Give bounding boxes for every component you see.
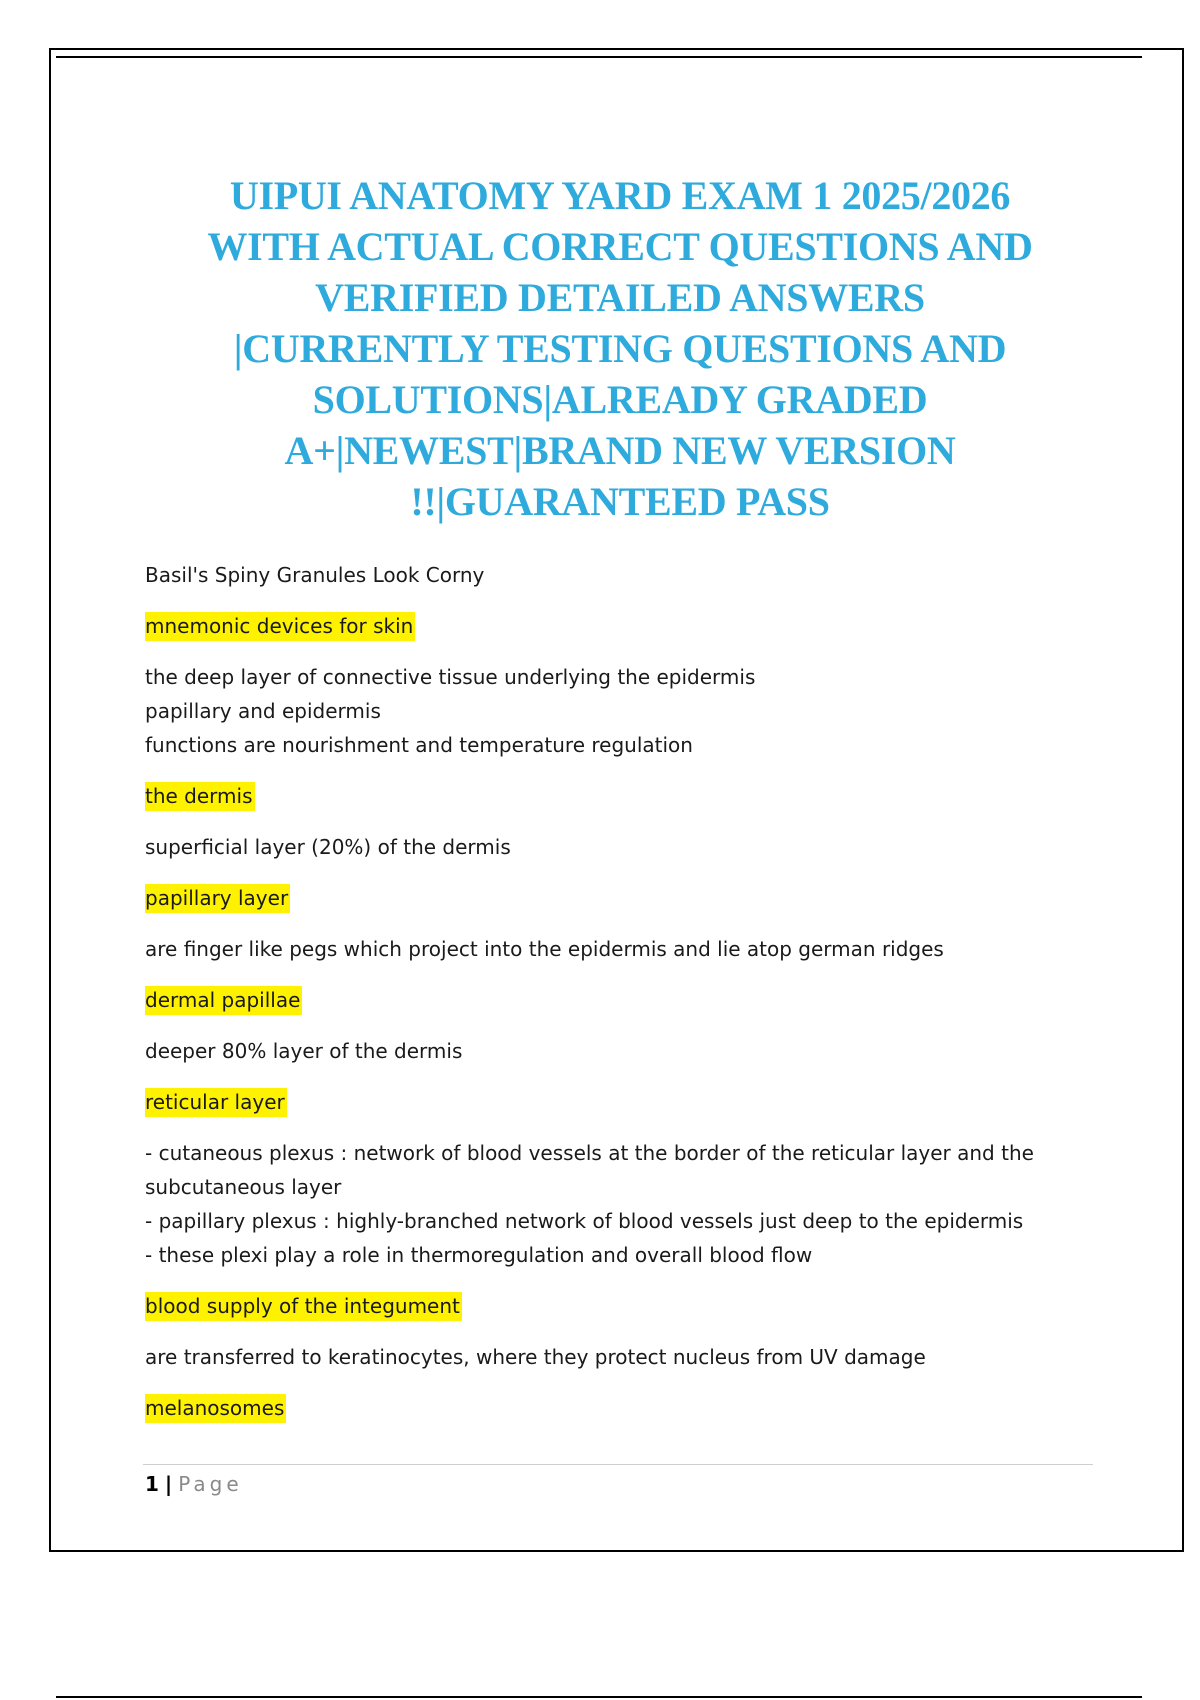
definition-line: Basil's Spiny Granules Look Corny [145, 563, 485, 587]
title-line: WITH ACTUAL CORRECT QUESTIONS AND [207, 224, 1033, 269]
definition-line: subcutaneous layer [145, 1175, 342, 1199]
document-title [120, 170, 1120, 527]
term-block [145, 1391, 1095, 1425]
definition-line: - cutaneous plexus : network of blood vessels at the border of the reticular layer and the [145, 1141, 1034, 1165]
title-line: SOLUTIONS|ALREADY GRADED [312, 377, 928, 422]
definition-line: deeper 80% layer of the dermis [145, 1039, 463, 1063]
term-block [145, 1085, 1095, 1119]
page-footer [145, 1470, 243, 1498]
footer-rule [143, 1464, 1093, 1465]
definition-line: are finger like pegs which project into the epidermis and lie atop german ridges [145, 937, 944, 961]
term-highlight: reticular layer [145, 1088, 287, 1117]
term-highlight: the dermis [145, 782, 255, 811]
footer-separator: | [164, 1472, 173, 1496]
definition-line: the deep layer of connective tissue underlying the epidermis [145, 665, 756, 689]
page-label: Page [178, 1472, 243, 1496]
term-highlight: mnemonic devices for skin [145, 612, 415, 641]
page-number: 1 [145, 1472, 159, 1496]
term-block [145, 983, 1095, 1017]
definition-line: are transferred to keratinocytes, where they protect nucleus from UV damage [145, 1345, 926, 1369]
definition-line: papillary and epidermis [145, 699, 381, 723]
definition-block [145, 932, 1095, 966]
definition-block [145, 660, 1095, 762]
definition-block [145, 1136, 1095, 1272]
term-block [145, 881, 1095, 915]
definition-block [145, 1034, 1095, 1068]
term-block [145, 1289, 1095, 1323]
flashcard-list [145, 558, 1095, 1442]
term-highlight: dermal papillae [145, 986, 302, 1015]
definition-line: functions are nourishment and temperature regulation [145, 733, 693, 757]
title-line: A+|NEWEST|BRAND NEW VERSION [284, 428, 956, 473]
title-line: VERIFIED DETAILED ANSWERS [315, 275, 925, 320]
definition-block [145, 830, 1095, 864]
term-block [145, 779, 1095, 813]
definition-line: - these plexi play a role in thermoregulation and overall blood flow [145, 1243, 813, 1267]
term-highlight: melanosomes [145, 1394, 286, 1423]
definition-block [145, 558, 1095, 592]
term-block [145, 609, 1095, 643]
title-line: |CURRENTLY TESTING QUESTIONS AND [233, 326, 1007, 371]
top-rule [56, 56, 1142, 58]
term-highlight: papillary layer [145, 884, 290, 913]
term-highlight: blood supply of the integument [145, 1292, 462, 1321]
definition-line: superficial layer (20%) of the dermis [145, 835, 511, 859]
title-line: UIPUI ANATOMY YARD EXAM 1 2025/2026 [229, 173, 1011, 218]
definition-line: - papillary plexus : highly-branched network of blood vessels just deep to the epidermis [145, 1209, 1024, 1233]
definition-block [145, 1340, 1095, 1374]
next-page-top-rule [56, 1696, 1142, 1698]
title-line: !!|GUARANTEED PASS [410, 479, 830, 524]
